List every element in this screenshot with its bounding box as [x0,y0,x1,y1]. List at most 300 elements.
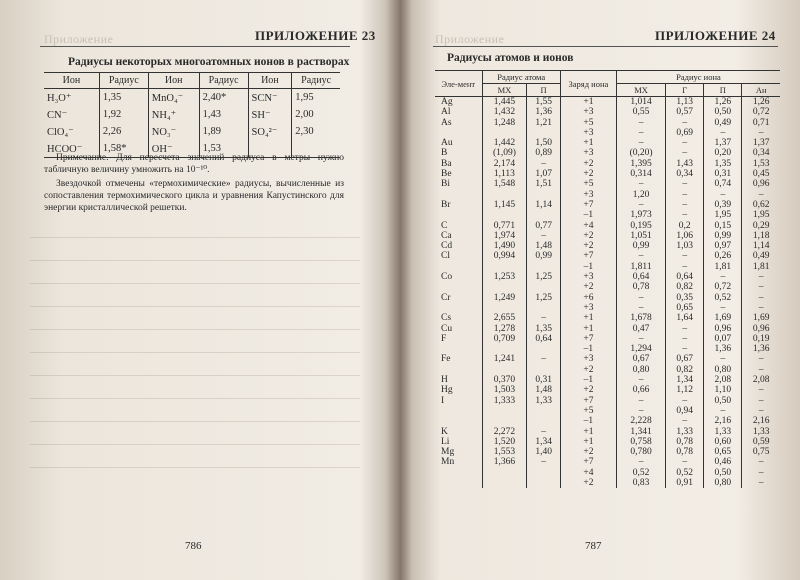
atom-ion-table-title: Радиусы атомов и ионов [447,52,574,64]
ion-g-cell: – [666,251,704,261]
ion-an-cell: 1,18 [742,231,780,241]
element-cell [435,478,482,488]
radii-table-row [435,251,780,261]
ion-p-cell: 1,81 [704,262,742,272]
ion-p-cell: 1,26 [704,97,742,108]
atom-mx-cell [482,262,527,272]
atom-mx-cell [482,344,527,354]
element-cell: Hg [441,385,453,396]
radii-table-row [435,354,780,364]
element-cell: Co [441,272,453,283]
ion-an-cell: 0,19 [742,334,780,344]
ion-table-row [44,89,340,107]
ion-mx-cell: 1,20 [616,190,665,200]
ion-p-cell: 0,97 [704,241,742,251]
charge-cell: +3 [560,272,616,282]
charge-cell: +1 [560,97,616,108]
ion-an-cell: 0,96 [742,324,780,334]
ion-an-cell: 0,96 [742,179,780,189]
radii-table-row [435,457,780,467]
ion-mx-cell: 0,52 [616,468,665,478]
element-cell: Au [441,138,453,149]
radii-table-row [435,231,780,241]
ion-g-cell: 0,64 [666,272,704,282]
ion-formula-cell: CN⁻ [47,109,68,121]
left-page-number: 786 [185,540,202,552]
element-cell: K [441,426,448,437]
ion-p-cell: 0,20 [704,148,742,158]
ion-an-cell: 1,81 [742,262,780,272]
ion-an-cell: – [742,282,780,292]
ion-mx-cell: 1,973 [616,210,665,220]
radii-table-row [435,262,780,272]
element-cell: C [441,220,448,231]
atom-p-cell: 0,89 [527,148,561,158]
radii-table-row [435,179,780,189]
ion-g-cell: 0,69 [666,128,704,138]
radii-table-row [435,478,780,488]
ion-p-cell: 0,80 [704,365,742,375]
ion-g-cell: 0,82 [666,282,704,292]
ion-g-cell: 0,35 [666,293,704,303]
ion-mx-cell: – [616,375,665,385]
ion-p-cell: 0,39 [704,200,742,210]
atom-p-cell: 1,35 [527,324,561,334]
ion-p-cell: – [704,272,742,282]
radii-table-row [435,159,780,169]
charge-cell: +3 [560,354,616,364]
radii-table-row [435,303,780,313]
ion-g-cell: 0,34 [666,169,704,179]
atom-p-cell [527,128,561,138]
charge-cell: +5 [560,406,616,416]
ion-an-cell: – [742,457,780,467]
ion-g-cell: 0,82 [666,365,704,375]
atom-p-cell: 0,77 [527,221,561,231]
ion-an-cell: 1,69 [742,313,780,323]
ion-table-notes [44,152,344,216]
radii-table-row [435,241,780,251]
charge-cell: +7 [560,334,616,344]
ion-radius-cell: 1,95 [292,89,340,107]
atom-mx-cell: 1,249 [482,293,527,303]
charge-cell: +3 [560,107,616,117]
ion-an-cell: – [742,468,780,478]
atom-mx-cell: 1,974 [482,231,527,241]
charge-cell: +2 [560,231,616,241]
element-cell: Mg [441,447,455,458]
ion-g-cell: 1,13 [666,97,704,108]
ion-radius-cell: 1,53 [199,140,248,158]
element-header: Эле-мент [435,71,482,97]
ion-formula-cell: H₃O⁺ [47,92,72,104]
charge-cell: +5 [560,179,616,189]
atom-mx-cell [482,416,527,426]
element-cell [435,210,482,220]
ion-p-header: П [704,84,742,97]
atom-p-cell: 0,64 [527,334,561,344]
ion-p-cell: 2,08 [704,375,742,385]
right-header-rule [433,46,778,47]
atom-p-cell: 1,25 [527,272,561,282]
charge-cell: +2 [560,169,616,179]
ion-g-cell: 0,67 [666,354,704,364]
ion-formula-cell: MnO₄⁻ [148,89,199,107]
ion-an-cell: 0,34 [742,148,780,158]
atom-p-cell [527,478,561,488]
ion-p-cell: – [704,128,742,138]
ion-an-cell: – [742,190,780,200]
charge-cell: –1 [560,344,616,354]
radii-table-row [435,334,780,344]
atom-p-cell: 1,21 [527,118,561,128]
radii-table-row [435,138,780,148]
atom-p-cell: – [527,159,561,169]
ion-table-title: Радиусы некоторых многоатомных ионов в растворах [68,56,350,68]
atom-mx-cell: 0,709 [482,334,527,344]
atom-p-cell: – [527,457,561,467]
radii-table-row [435,200,780,210]
ion-p-cell: 0,52 [704,293,742,303]
ion-an-cell: 1,37 [742,138,780,148]
ion-g-cell: 0,94 [666,406,704,416]
ion-an-cell: 0,72 [742,107,780,117]
element-cell: Cu [441,323,453,334]
atom-p-cell: 0,31 [527,375,561,385]
element-cell: Ca [441,230,452,241]
element-cell [435,406,482,416]
ion-an-cell: – [742,365,780,375]
radii-table-row [435,107,780,117]
atom-p-cell: 1,48 [527,385,561,395]
ion-an-cell: 1,33 [742,427,780,437]
ion-g-cell: 1,43 [666,159,704,169]
element-cell: B [441,148,448,159]
ion-mx-cell: 1,811 [616,262,665,272]
element-cell: Cl [441,251,450,262]
radii-table-row [435,210,780,220]
charge-cell: +7 [560,200,616,210]
atom-mx-cell [482,406,527,416]
ion-mx-cell: 1,341 [616,427,665,437]
ion-an-cell: 0,75 [742,447,780,457]
radii-table-row [435,447,780,457]
atom-p-cell: 1,07 [527,169,561,179]
ion-mx-cell: – [616,118,665,128]
charge-cell: +1 [560,427,616,437]
ion-p-cell: 1,95 [704,210,742,220]
atom-mx-cell: 0,370 [482,375,527,385]
ion-p-cell: 0,96 [704,324,742,334]
ion-mx-cell: 1,678 [616,313,665,323]
atom-mx-cell: 1,442 [482,138,527,148]
element-cell [435,344,482,354]
ion-mx-cell: 0,66 [616,385,665,395]
ion-p-cell: 0,26 [704,251,742,261]
ion-radius-cell: 1,58* [99,140,148,158]
atom-p-cell [527,416,561,426]
ion-an-cell: 2,16 [742,416,780,426]
ion-g-cell: – [666,138,704,148]
charge-cell: +2 [560,159,616,169]
ion-g-cell: – [666,334,704,344]
ion-p-cell: – [704,406,742,416]
atom-mx-cell: 1,548 [482,179,527,189]
charge-cell: +1 [560,437,616,447]
atom-mx-cell: 1,520 [482,437,527,447]
ion-mx-cell: 0,47 [616,324,665,334]
atom-p-cell: – [527,313,561,323]
ion-formula-cell: NH₄⁺ [148,106,199,123]
ion-mx-cell: – [616,457,665,467]
atom-mx-cell: 1,432 [482,107,527,117]
element-cell: F [441,333,447,344]
ion-formula-cell: ClO₄⁻ [47,126,74,138]
ion-p-cell: 1,36 [704,344,742,354]
atom-p-cell [527,365,561,375]
ion-an-cell: 1,53 [742,159,780,169]
ion-g-cell: – [666,210,704,220]
ion-table-row [44,106,340,123]
atom-mx-cell: 1,445 [482,97,527,108]
ion-an-cell: – [742,385,780,395]
atom-p-header: П [527,84,561,97]
radii-table-row [435,427,780,437]
ion-an-cell: – [742,354,780,364]
radii-table-row [435,293,780,303]
charge-cell: –1 [560,416,616,426]
element-cell: Cs [441,313,452,324]
atom-mx-cell: 0,771 [482,221,527,231]
atom-p-cell [527,262,561,272]
ion-table-header: Радиус [199,73,248,89]
ion-an-cell: – [742,272,780,282]
charge-cell: +1 [560,324,616,334]
charge-cell: +2 [560,478,616,488]
ion-radius-cell: 2,00 [292,106,340,123]
ion-an-cell: 1,36 [742,344,780,354]
radii-table-row [435,169,780,179]
atom-radius-header: Радиус атома [482,71,560,84]
ion-p-cell: 1,33 [704,427,742,437]
charge-cell: +3 [560,148,616,158]
ion-table-header: Радиус [99,73,148,89]
ion-g-cell: – [666,416,704,426]
radii-table-row [435,221,780,231]
ion-p-cell: 1,69 [704,313,742,323]
ion-mx-cell: – [616,128,665,138]
radii-table-row [435,437,780,447]
ion-g-cell: 0,52 [666,468,704,478]
atom-p-cell: 1,25 [527,293,561,303]
element-cell: Ba [441,158,452,169]
charge-cell: +4 [560,468,616,478]
ion-an-cell: 0,62 [742,200,780,210]
bleed-through-shadow [30,215,360,515]
ion-p-cell: – [704,303,742,313]
ion-mx-cell: 0,99 [616,241,665,251]
charge-cell: +6 [560,293,616,303]
atom-p-cell: 1,14 [527,200,561,210]
charge-cell: +2 [560,282,616,292]
charge-cell: +1 [560,138,616,148]
charge-header: Заряд иона [560,71,616,97]
ion-mx-cell: – [616,179,665,189]
charge-cell: +2 [560,241,616,251]
ion-g-cell: 0,65 [666,303,704,313]
element-cell [435,468,482,478]
right-appendix-title: ПРИЛОЖЕНИЕ 24 [655,28,776,43]
left-header-rule [40,46,350,47]
ion-mx-cell: 1,051 [616,231,665,241]
radii-table-row [435,375,780,385]
atom-p-cell [527,190,561,200]
element-cell [435,262,482,272]
ion-p-cell: 1,37 [704,138,742,148]
atom-p-cell: 1,36 [527,107,561,117]
ion-an-cell: 0,49 [742,251,780,261]
atom-mx-cell: 0,994 [482,251,527,261]
ion-an-cell: 0,29 [742,221,780,231]
ion-an-cell: 0,59 [742,437,780,447]
ion-table-header-row [44,73,340,89]
ion-radius-cell: 1,92 [99,106,148,123]
atom-p-cell: 0,99 [527,251,561,261]
radii-table-row [435,365,780,375]
radii-table-row [435,148,780,158]
radii-table-row [435,97,780,108]
element-cell: H [441,375,448,386]
ion-g-cell: 1,03 [666,241,704,251]
atom-mx-cell: 1,248 [482,118,527,128]
ion-an-cell: 1,26 [742,97,780,108]
charge-cell: +4 [560,221,616,231]
right-page-number: 787 [585,540,602,552]
ion-g-cell: – [666,262,704,272]
charge-cell: +3 [560,190,616,200]
ion-p-cell: 0,50 [704,107,742,117]
ion-g-header: Г [666,84,704,97]
ion-p-cell: – [704,354,742,364]
ion-mx-header: МХ [616,84,665,97]
ion-g-cell: 0,78 [666,447,704,457]
ion-g-cell: – [666,179,704,189]
radii-table-row [435,406,780,416]
ion-radius-cell: 2,26 [99,123,148,140]
element-cell: Br [441,199,451,210]
ion-p-cell: 0,80 [704,478,742,488]
atom-mx-header: МХ [482,84,527,97]
ion-g-cell: 1,33 [666,427,704,437]
ion-g-cell: 0,78 [666,437,704,447]
ion-p-cell: 0,60 [704,437,742,447]
atom-p-cell [527,468,561,478]
ion-g-cell: – [666,200,704,210]
ion-mx-cell: 0,64 [616,272,665,282]
element-cell: Fe [441,354,451,365]
atom-mx-cell: 2,655 [482,313,527,323]
element-cell: Cd [441,241,453,252]
ion-mx-cell: – [616,406,665,416]
atom-mx-cell: (1,09) [482,148,527,158]
ion-formula-cell: SO₄²⁻ [248,123,292,140]
element-cell [435,282,482,292]
charge-cell: +3 [560,128,616,138]
ion-p-cell: – [704,190,742,200]
radii-table-row [435,396,780,406]
ion-table-row [44,123,340,140]
ion-mx-cell: 0,55 [616,107,665,117]
ion-p-cell: 0,07 [704,334,742,344]
ion-radius-cell: 1,89 [199,123,248,140]
ion-p-cell: 1,35 [704,159,742,169]
radii-table-row [435,282,780,292]
ion-an-cell: – [742,303,780,313]
note-conversion: Примечание. Для пересчета значений радиуса в метры нужно табличную величину умножить на 10⁻¹⁰. [44,153,344,175]
ion-an-cell: – [742,128,780,138]
atom-mx-cell [482,128,527,138]
ion-g-cell: – [666,190,704,200]
atom-p-cell: 1,50 [527,138,561,148]
atom-mx-cell: 1,278 [482,324,527,334]
ion-table-header: Радиус [292,73,340,89]
ion-p-cell: 0,50 [704,396,742,406]
right-page [405,0,800,580]
ion-mx-cell: 0,314 [616,169,665,179]
element-cell: As [441,117,452,128]
element-cell [435,416,482,426]
ion-p-cell: 0,72 [704,282,742,292]
atom-mx-cell: 1,253 [482,272,527,282]
ion-p-cell: 0,31 [704,169,742,179]
element-cell: Bi [441,179,450,190]
element-cell [435,190,482,200]
ion-table-header: Ион [44,73,99,89]
ion-mx-cell: – [616,251,665,261]
element-cell: Cr [441,292,451,303]
ion-an-header: Ан [742,84,780,97]
atom-mx-cell: 1,145 [482,200,527,210]
ion-g-cell: – [666,324,704,334]
ion-g-cell: 1,64 [666,313,704,323]
element-cell [435,365,482,375]
ion-p-cell: 1,10 [704,385,742,395]
atom-mx-cell: 2,272 [482,427,527,437]
atom-p-cell: – [527,427,561,437]
atom-mx-cell [482,282,527,292]
ion-g-cell: – [666,148,704,158]
element-cell: Be [441,169,452,180]
radii-table-row [435,118,780,128]
ion-table-header: Ион [148,73,199,89]
radii-table-row [435,416,780,426]
ion-p-cell: 0,46 [704,457,742,467]
atom-mx-cell: 1,503 [482,385,527,395]
ion-mx-cell: 0,780 [616,447,665,457]
atom-mx-cell [482,303,527,313]
element-cell: Al [441,107,451,118]
ion-mx-cell: 1,014 [616,97,665,108]
atom-mx-cell: 2,174 [482,159,527,169]
atom-mx-cell [482,210,527,220]
ion-mx-cell: 0,83 [616,478,665,488]
ion-radius-cell: 2,30 [292,123,340,140]
charge-cell: +2 [560,447,616,457]
ion-mx-cell: – [616,334,665,344]
atom-p-cell: – [527,231,561,241]
atom-mx-cell [482,468,527,478]
ion-g-cell: 0,91 [666,478,704,488]
